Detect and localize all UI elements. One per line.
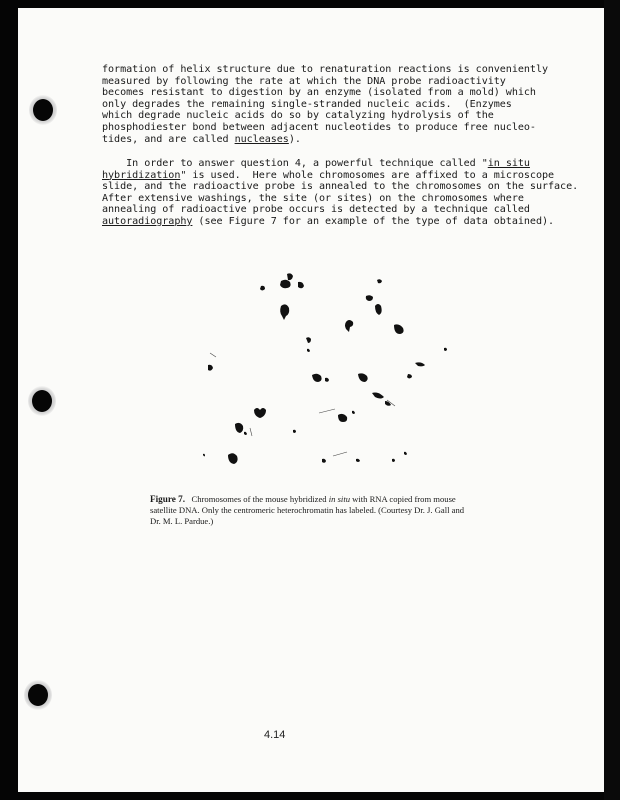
term-hybridization: hybridization (102, 169, 181, 181)
figure-label: Figure 7. (150, 494, 186, 504)
text-line: After extensive washings, the site (or sites) on the chromosomes where (102, 192, 524, 204)
page-number: 4.14 (264, 729, 286, 741)
text-fragment: In order to answer question 4, a powerful technique called " (102, 158, 488, 169)
text-fragment: " is used. Here whole chromosomes are affixed to a microscope (180, 169, 555, 181)
chromosome-mark (325, 378, 329, 382)
chromosome-mark (356, 459, 360, 462)
scanner-border (604, 0, 620, 800)
chromosome-mark (377, 279, 382, 283)
text-line: which degrade nucleic acids do so by catalyzing hydrolysis of the (102, 110, 494, 122)
chromosome-mark (298, 282, 304, 288)
chromosome-mark (392, 459, 395, 462)
chromosome-mark (394, 324, 404, 334)
chromosome-mark (208, 365, 213, 371)
faint-chromosome-trace (319, 409, 335, 413)
text-fragment: ). (288, 133, 301, 145)
punch-hole (32, 390, 52, 412)
caption-italic: in situ (328, 494, 350, 504)
text-line: phosphodiester bond between adjacent nucleotides to produce free nucleo- (102, 121, 536, 133)
chromosome-mark (338, 414, 347, 422)
chromosome-mark (280, 304, 289, 320)
chromosome-mark (352, 411, 355, 414)
chromosome-mark (444, 348, 447, 351)
chromosome-mark (244, 432, 247, 435)
faint-chromosome-trace (333, 452, 347, 456)
chromosome-mark (322, 459, 326, 463)
chromosome-mark (385, 401, 391, 406)
chromosome-mark (407, 374, 412, 379)
chromosome-mark (260, 286, 265, 291)
chromosome-mark (293, 430, 296, 433)
chromosome-mark (254, 408, 266, 418)
term-nucleases: nucleases (234, 133, 289, 145)
caption-text: with RNA copied from mouse satellite DNA. Only the centromeric heterochromatin has labeled. (Courtesy Dr. J. Gall and Dr. M. L. Pardue.) (150, 494, 465, 526)
figure-caption (150, 494, 470, 527)
chromosome-mark (358, 373, 368, 382)
chromosome-mark (307, 349, 310, 352)
chromosome-autoradiograph (195, 268, 457, 478)
term-in-situ: in situ (487, 158, 530, 169)
chromosome-mark (235, 423, 243, 433)
faint-chromosome-trace (210, 353, 216, 357)
text-line: becomes resistant to digestion by an enzyme (isolated from a mold) which (102, 87, 536, 99)
chromosome-mark (280, 280, 291, 288)
text-line: measured by following the rate at which the DNA probe radioactivity (102, 75, 506, 87)
chromosome-mark (415, 362, 425, 366)
chromosome-mark (203, 454, 205, 457)
paragraph-1 (102, 64, 548, 145)
chromosome-mark (306, 337, 311, 343)
faint-chromosome-trace (250, 428, 252, 436)
punch-hole (28, 684, 48, 706)
chromosome-mark (345, 320, 353, 332)
punch-hole (33, 99, 53, 121)
text-line: formation of helix structure due to renaturation reactions is conveniently (102, 64, 548, 75)
term-autoradiography: autoradiography (102, 215, 193, 227)
paragraph-2 (102, 158, 578, 228)
text-line: only degrades the remaining single-stranded nucleic acids. (Enzymes (102, 98, 512, 110)
chromosome-mark (312, 374, 322, 382)
chromosome-mark (366, 295, 373, 301)
chromosome-mark (287, 273, 293, 280)
chromosome-mark (375, 304, 382, 315)
text-line: slide, and the radioactive probe is annealed to the chromosomes on the surface. (102, 181, 579, 193)
chromosome-mark (372, 393, 384, 399)
text-fragment: (see Figure 7 for an example of the type of data obtained). (192, 215, 555, 227)
chromosome-mark (228, 453, 238, 464)
text-line: annealing of radioactive probe occurs is detected by a technique called (102, 204, 530, 216)
chromosome-mark (404, 452, 407, 455)
caption-text: Chromosomes of the mouse hybridized (191, 494, 329, 504)
text-line: tides, and are called (102, 133, 235, 145)
